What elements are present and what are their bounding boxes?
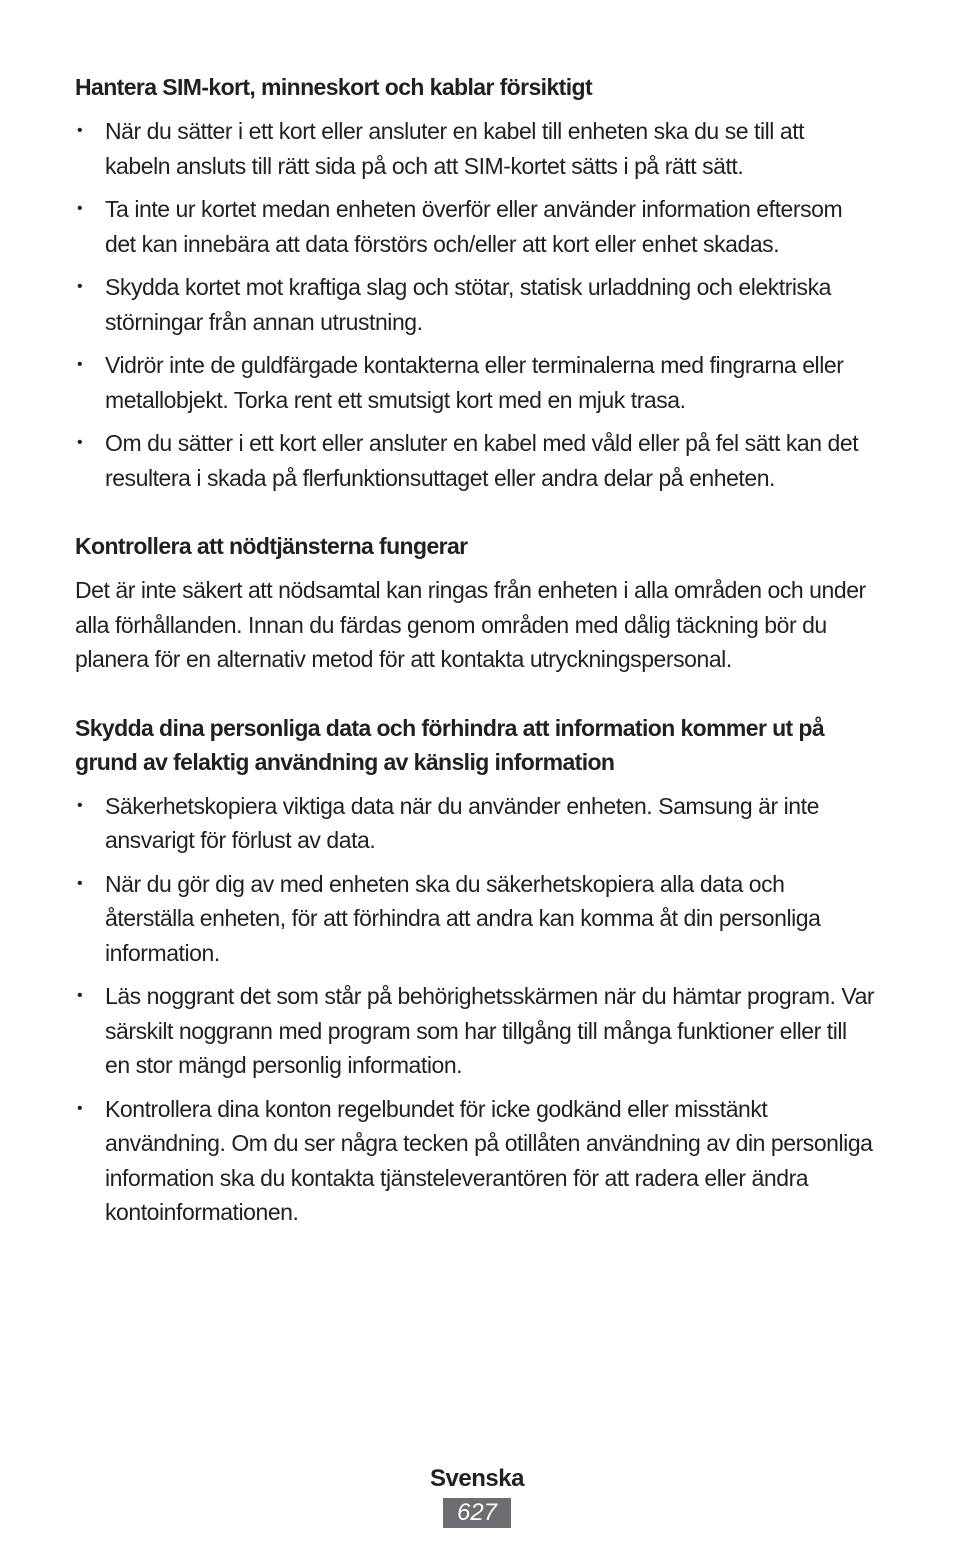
list-item	[75, 114, 875, 183]
list-item	[75, 192, 875, 261]
list-item-text: Säkerhetskopiera viktiga data när du använder enheten. Samsung är inte ansvarigt för förlust av data.	[105, 792, 819, 853]
sim-card-bullet-list	[75, 114, 875, 495]
list-item	[75, 1092, 875, 1230]
section-title-emergency-services: Kontrollera att nödtjänsterna fungerar	[75, 533, 468, 559]
list-item-text: Kontrollera dina konton regelbundet för icke godkänd eller misstänkt användning. Om du ser några tecken på otillåten användning av din personliga information ska du kontakta tjänsteleverantören för att radera eller ändra kontoinformationen.	[105, 1095, 873, 1225]
page-number: 627	[443, 1498, 511, 1528]
section-title-sim-cards: Hantera SIM-kort, minneskort och kablar försiktigt	[75, 74, 593, 100]
list-item-text: Vidrör inte de guldfärgade kontakterna eller terminalerna med fingrarna eller metallobjekt. Torka rent ett smutsigt kort med en mjuk trasa.	[105, 352, 844, 413]
list-item	[75, 348, 875, 417]
bullet-icon: •	[77, 987, 83, 1004]
bullet-icon: •	[77, 874, 83, 892]
list-item-text: Läs noggrant det som står på behörighetsskärmen när du hämtar program. Var särskilt noggrann med program som har tillgång till många funktioner eller till en stor mängd personlig information.	[105, 983, 875, 1078]
list-item-text: Skydda kortet mot kraftiga slag och stötar, statisk urladdning och elektriska störningar från annan utrustning.	[105, 274, 832, 335]
list-item	[75, 789, 875, 858]
list-item	[75, 426, 875, 495]
bullet-icon: •	[77, 434, 83, 451]
page-footer	[0, 1463, 954, 1528]
list-item	[75, 867, 875, 971]
bullet-icon: •	[77, 796, 83, 814]
page-content	[75, 70, 875, 1239]
list-item	[75, 270, 875, 339]
bullet-icon: •	[77, 122, 83, 139]
emergency-paragraph: Det är inte säkert att nödsamtal kan ringas från enheten i alla områden och under alla förhållanden. Innan du färdas genom områden med dålig täckning bör du planera för en alternativ metod för att kontakta utryckningspersonal.	[75, 577, 866, 672]
bullet-icon: •	[77, 356, 83, 373]
list-item-text: Ta inte ur kortet medan enheten överför eller använder information eftersom det kan innebära att data förstörs och/eller att kort eller enhet skadas.	[105, 196, 843, 257]
bullet-icon: •	[77, 200, 83, 217]
list-item-text: När du sätter i ett kort eller ansluter en kabel till enheten ska du se till att kabeln ansluts till rätt sida på och att SIM-kortet sätts i på rätt sätt.	[105, 118, 805, 179]
section-title-personal-data: Skydda dina personliga data och förhindra att information kommer ut på grund av felaktig användning av känslig information	[75, 714, 825, 775]
list-item-text: När du gör dig av med enheten ska du säkerhetskopiera alla data och återställa enheten, för att förhindra att andra kan komma åt din personliga information.	[105, 870, 821, 966]
personal-data-bullet-list	[75, 789, 875, 1230]
list-item	[75, 979, 875, 1083]
list-item-text: Om du sätter i ett kort eller ansluter en kabel med våld eller på fel sätt kan det resultera i skada på flerfunktionsuttaget eller andra delar på enheten.	[105, 430, 859, 491]
bullet-icon: •	[77, 278, 83, 295]
bullet-icon: •	[77, 1099, 83, 1117]
footer-language-label: Svenska	[430, 1465, 524, 1492]
